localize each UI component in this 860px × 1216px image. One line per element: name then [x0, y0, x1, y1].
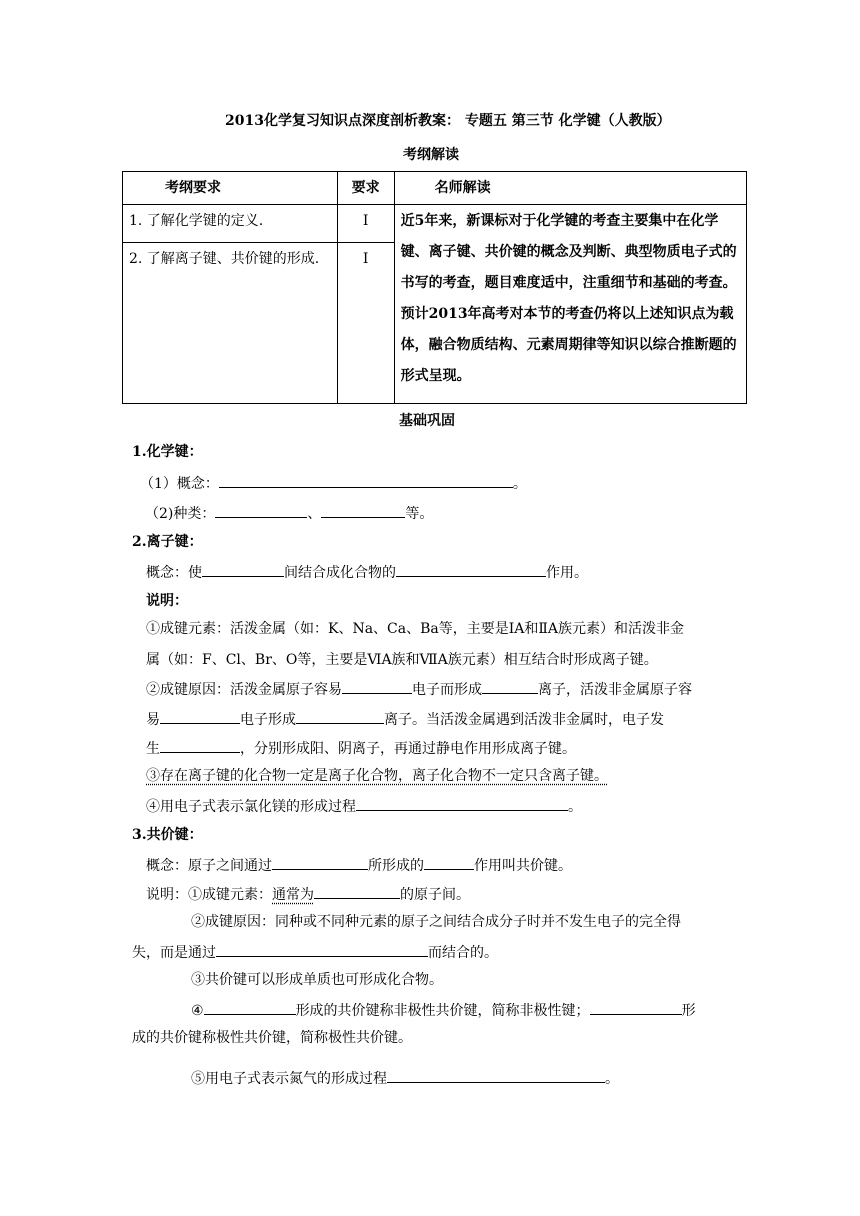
text: 概念：使	[146, 565, 202, 581]
blank-field	[321, 502, 405, 518]
blank-field	[482, 678, 538, 694]
text: 间结合成化合物的	[284, 565, 396, 581]
text: 形成的共价键称非极性共价键，简称非极性键；	[295, 1003, 590, 1019]
blank-field	[396, 561, 546, 577]
section-heading-basics: 基础巩固	[399, 413, 455, 429]
text: 生	[146, 741, 160, 757]
text: 形	[681, 1003, 696, 1019]
paragraph: ③共价键可以形成单质也可形成化合物。	[191, 972, 443, 988]
text: 作用叫共价键。	[474, 858, 572, 874]
level-cell: Ⅰ	[337, 243, 394, 404]
blank-field	[204, 999, 296, 1015]
text: 离子，活泼非金属原子容	[538, 682, 692, 698]
paragraph: ②成键原因：同种或不同种元素的原子之间结合成分子时并不发生电子的完全得	[191, 914, 681, 930]
header-level: 要求	[337, 172, 394, 205]
blank-field	[342, 678, 412, 694]
paragraph: 属（如：F、Cl、Br、O等，主要是ⅥA族和ⅦA族元素）相互结合时形成离子键。	[146, 652, 658, 668]
text: 概念：原子之间通过	[146, 858, 272, 874]
exam-requirements-table	[122, 171, 747, 404]
paragraph	[146, 737, 576, 759]
commentary-cell: 近5年来，新课标对于化学键的考查主要集中在化学键、离子键、共价键的概念及判断、典型物质电子式的书写的考查，题目难度适中，注重细节和基础的考查。预计2013年高考对本节的考查仍将以上述知识点为载体，融合物质结构、元素周期律等知识以综合推断题的形式呈现。	[394, 205, 746, 404]
text: 等。	[405, 506, 434, 522]
paragraph	[191, 999, 696, 1021]
text: 电子而形成	[412, 682, 482, 698]
blank-field	[590, 999, 682, 1015]
header-requirements: 考纲要求	[123, 172, 338, 205]
paragraph	[191, 1067, 619, 1089]
table-header-row	[123, 172, 747, 205]
text: 失，而是通过	[132, 945, 216, 961]
level-cell: Ⅰ	[337, 205, 394, 243]
text: 。	[568, 799, 582, 815]
blank-field	[424, 854, 474, 870]
requirement-cell: 1. 了解化学键的定义.	[123, 205, 338, 243]
paragraph	[146, 678, 692, 700]
paragraph	[146, 708, 664, 730]
types-line	[145, 502, 433, 524]
text: ④用电子式表示氯化镁的形成过程	[146, 799, 356, 815]
section-heading-exam-guide: 考纲解读	[403, 147, 459, 163]
blank-field	[160, 737, 240, 753]
text: 所形成的	[368, 858, 424, 874]
table-row	[123, 205, 747, 243]
types-label: （2)种类：	[145, 506, 216, 522]
text: ⑤用电子式表示氮气的形成过程	[191, 1071, 387, 1087]
text: 离子。当活泼金属遇到活泼非金属时，电子发	[384, 712, 664, 728]
requirement-cell: 2. 了解离子键、共价键的形成.	[123, 243, 338, 404]
concept-line	[140, 472, 527, 494]
text: 作用。	[546, 565, 588, 581]
heading-covalent-bond: 3.共价键：	[132, 827, 203, 843]
text: ，分别形成阳、阴离子，再通过静电作用形成离子键。	[240, 741, 576, 757]
text: 而结合的。	[428, 945, 498, 961]
blank-field	[272, 854, 368, 870]
text: ②成键原因：活泼金属原子容易	[146, 682, 342, 698]
header-commentary: 名师解读	[394, 172, 746, 205]
heading-chemical-bond: 1.化学键：	[132, 444, 203, 460]
text: 电子形成	[240, 712, 296, 728]
paragraph: 成的共价键称极性共价键，简称极性共价键。	[132, 1030, 412, 1046]
note-label: 说明：	[146, 593, 188, 609]
concept-label: （1）概念：	[140, 476, 219, 492]
text: 、	[307, 506, 322, 522]
text: 易	[146, 712, 160, 728]
blank-field	[387, 1067, 605, 1083]
paragraph	[146, 795, 582, 817]
paragraph	[132, 941, 498, 963]
text: 通常为	[272, 887, 314, 903]
document-title: 2013化学复习知识点深度剖析教案： 专题五 第三节 化学键（人教版）	[225, 113, 671, 129]
emphasized-paragraph: ③存在离子键的化合物一定是离子化合物，离子化合物不一定只含离子键。	[146, 768, 608, 784]
paragraph	[146, 883, 470, 905]
covalent-concept-line	[146, 854, 572, 876]
text: 说明：①成键元素：	[146, 887, 272, 903]
text: 的原子间。	[400, 887, 470, 903]
blank-field	[215, 502, 307, 518]
text: 。	[605, 1071, 619, 1087]
blank-field	[356, 795, 568, 811]
text: 。	[512, 476, 527, 492]
blank-field	[160, 708, 240, 724]
paragraph: ①成键元素：活泼金属（如：K、Na、Ca、Ba等，主要是ⅠA和ⅡA族元素）和活泼非金	[146, 621, 685, 637]
text: ④	[191, 1003, 204, 1019]
blank-field	[219, 472, 513, 488]
blank-field	[314, 883, 400, 899]
blank-field	[202, 561, 284, 577]
ionic-concept-line	[146, 561, 588, 583]
heading-ionic-bond: 2.离子键：	[132, 534, 203, 550]
blank-field	[216, 941, 428, 957]
blank-field	[296, 708, 384, 724]
